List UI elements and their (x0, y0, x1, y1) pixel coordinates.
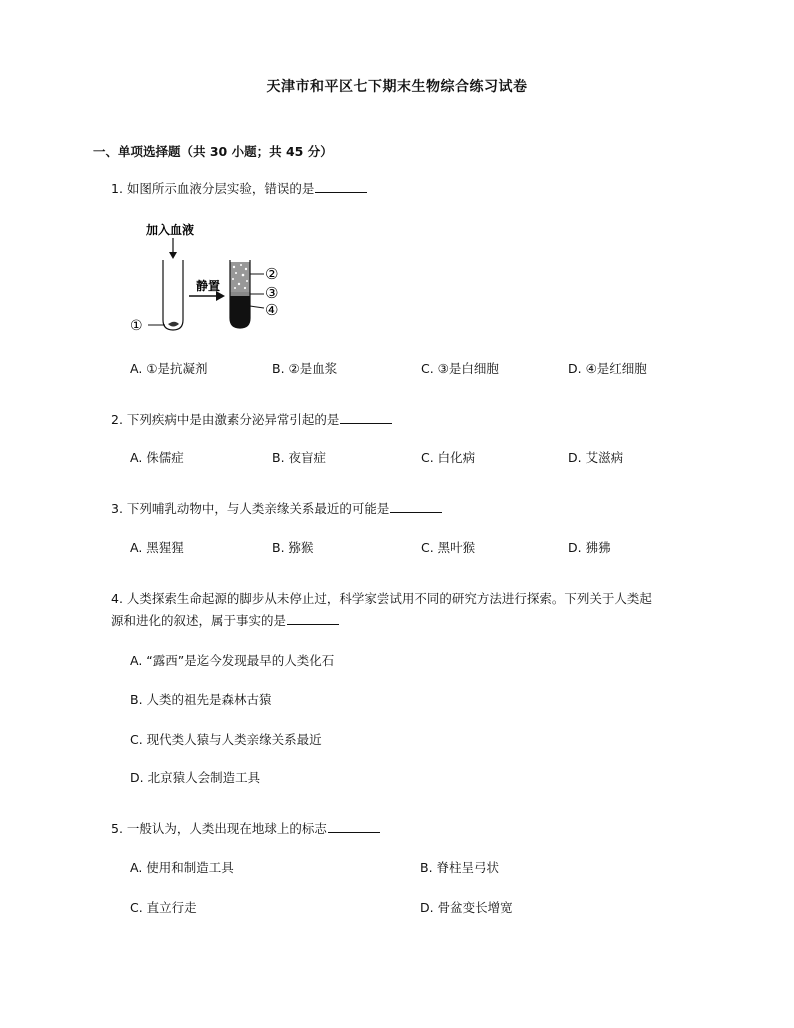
marker-1: ① (130, 318, 143, 334)
option-d[interactable]: D. 骨盆变长增宽 (420, 900, 513, 915)
answer-blank (390, 500, 442, 513)
option-a[interactable]: A. ①是抗凝剂 (130, 361, 208, 376)
question-4 (111, 588, 711, 632)
answer-blank (315, 180, 367, 193)
section-heading: 一、单项选择题（共 30 小题；共 45 分） (93, 144, 333, 159)
anticoagulant (168, 322, 179, 327)
answer-blank (287, 612, 339, 625)
question-text-line-2: 源和进化的叙述，属于事实的是 (111, 613, 287, 628)
question-5 (111, 818, 380, 840)
marker-2: ② (265, 265, 279, 283)
option-c[interactable]: C. 白化病 (421, 450, 476, 465)
question-text: 2. 下列疾病中是由激素分泌异常引起的是 (111, 412, 340, 427)
option-c[interactable]: C. 现代类人猿与人类亲缘关系最近 (130, 732, 322, 747)
red-cell-layer (230, 296, 250, 328)
blood-layering-figure (126, 218, 296, 342)
option-b[interactable]: B. 夜盲症 (272, 450, 327, 465)
arrow-right-head (216, 291, 225, 301)
option-c[interactable]: C. 黑叶猴 (421, 540, 476, 555)
marker-3: ③ (265, 284, 279, 302)
option-d[interactable]: D. 狒狒 (568, 540, 611, 555)
question-1 (111, 178, 367, 200)
option-d[interactable]: D. 艾滋病 (568, 450, 624, 465)
option-a[interactable]: A. 使用和制造工具 (130, 860, 234, 875)
option-b[interactable]: B. 人类的祖先是森林古猿 (130, 692, 272, 707)
option-c[interactable]: C. ③是白细胞 (421, 361, 499, 376)
question-text: 5. 一般认为，人类出现在地球上的标志 (111, 821, 327, 836)
question-text: 1. 如图所示血液分层实验，错误的是 (111, 181, 315, 196)
option-d[interactable]: D. ④是红细胞 (568, 361, 647, 376)
test-tube-1 (163, 260, 183, 330)
option-c[interactable]: C. 直立行走 (130, 900, 197, 915)
option-b[interactable]: B. 脊柱呈弓状 (420, 860, 500, 875)
option-b[interactable]: B. 猕猴 (272, 540, 314, 555)
buffy-coat-layer (230, 292, 250, 296)
arrow-down-head (169, 252, 177, 259)
option-a[interactable]: A. “露西”是迄今发现最早的人类化石 (130, 653, 335, 668)
answer-blank (328, 820, 380, 833)
question-2 (111, 409, 392, 431)
option-a[interactable]: A. 黑猩猩 (130, 540, 184, 555)
pointer-line-4 (250, 306, 264, 308)
option-b[interactable]: B. ②是血浆 (272, 361, 338, 376)
question-text-line-1: 4. 人类探索生命起源的脚步从未停止过，科学家尝试用不同的研究方法进行探索。下列关于人类起 (111, 591, 652, 606)
page-title: 天津市和平区七下期末生物综合练习试卷 (266, 79, 528, 95)
option-d[interactable]: D. 北京猿人会制造工具 (130, 770, 261, 785)
option-a[interactable]: A. 侏儒症 (130, 450, 184, 465)
figure-label-add-blood: 加入血液 (146, 223, 195, 237)
figure-label-still: 静置 (196, 279, 221, 293)
question-3 (111, 498, 442, 520)
answer-blank (340, 411, 392, 424)
question-text: 3. 下列哺乳动物中，与人类亲缘关系最近的可能是 (111, 501, 390, 516)
marker-4: ④ (265, 301, 279, 319)
